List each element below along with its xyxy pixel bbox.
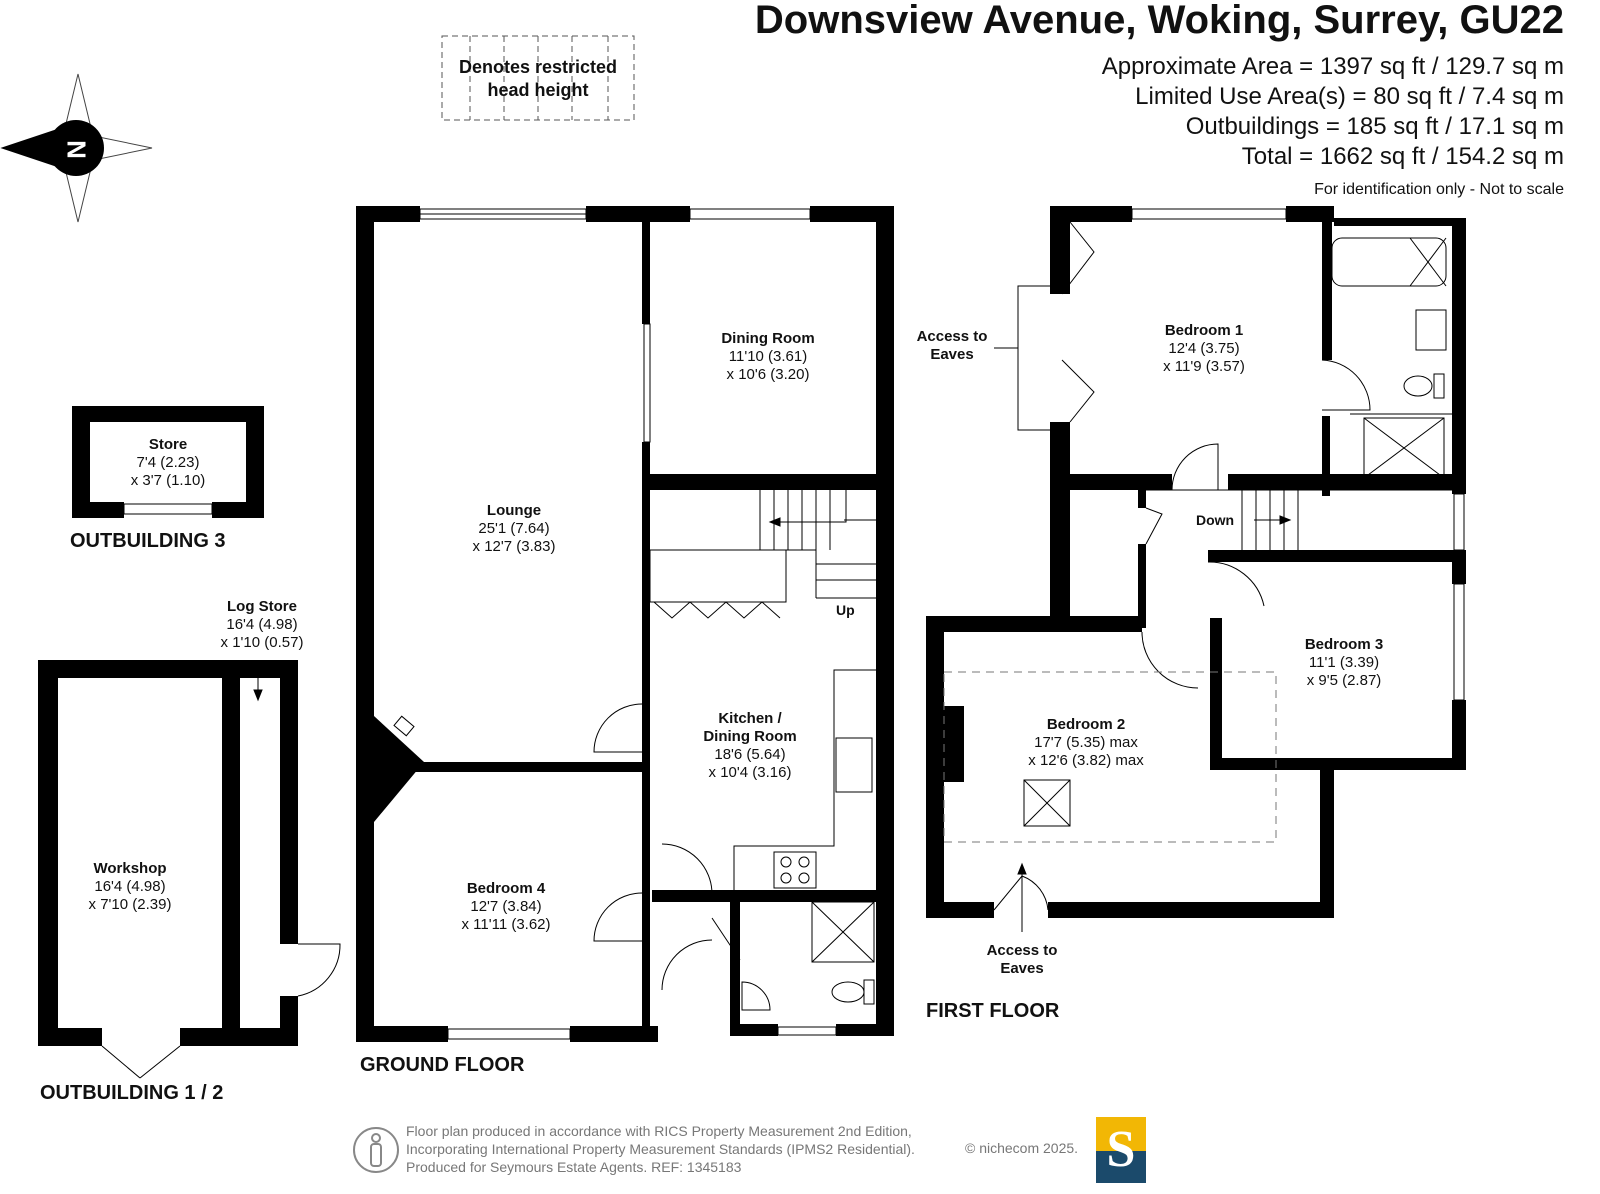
room-label-bedroom-2 bbox=[1028, 716, 1143, 770]
property-address: Downsview Avenue, Woking, Surrey, GU22 bbox=[754, 0, 1564, 42]
room-dimension: 12'7 (3.84) bbox=[470, 898, 542, 915]
access-to-eaves-label-upper bbox=[917, 328, 988, 364]
stairs-up-label: Up bbox=[836, 602, 855, 618]
room-dimension: x 10'6 (3.20) bbox=[726, 366, 810, 383]
room-name: Lounge bbox=[486, 502, 542, 519]
room-name: Log Store bbox=[226, 598, 297, 615]
room-dimension: x 7'10 (2.39) bbox=[88, 896, 172, 913]
room-label-bedroom-4 bbox=[461, 880, 550, 934]
room-name: Kitchen / bbox=[718, 710, 782, 727]
approximate-area: Approximate Area = 1397 sq ft / 129.7 sq m bbox=[1101, 53, 1564, 80]
logo-letter: S bbox=[1106, 1121, 1136, 1178]
restricted-height-note bbox=[442, 56, 634, 102]
nichecom-credit: © nichecom 2025. bbox=[965, 1140, 1079, 1156]
room-name: Bedroom 1 bbox=[1164, 322, 1244, 339]
room-dimension: 25'1 (7.64) bbox=[478, 520, 550, 537]
room-dimension: 11'1 (3.39) bbox=[1308, 654, 1380, 671]
room-dimension: 7'4 (2.23) bbox=[136, 454, 200, 471]
room-dimension: 17'7 (5.35) max bbox=[1034, 734, 1138, 751]
rics-person-icon bbox=[352, 1124, 400, 1176]
room-label-workshop bbox=[89, 860, 172, 914]
room-name: Bedroom 3 bbox=[1304, 636, 1384, 653]
room-dimension: x 1'10 (0.57) bbox=[220, 634, 304, 651]
room-dimension: 16'4 (4.98) bbox=[94, 878, 166, 895]
room-dimension: x 11'9 (3.57) bbox=[1163, 358, 1245, 375]
room-dimension: 16'4 (4.98) bbox=[226, 616, 298, 633]
compass-north-letter: N bbox=[61, 140, 92, 159]
eaves-text: Access to bbox=[986, 942, 1058, 959]
outbuilding-1-2-label: OUTBUILDING 1 / 2 bbox=[40, 1082, 224, 1104]
first-floor-label: FIRST FLOOR bbox=[926, 1000, 1060, 1022]
restricted-note-line1: Denotes restricted bbox=[458, 57, 618, 77]
total-area: Total = 1662 sq ft / 154.2 sq m bbox=[1241, 143, 1564, 170]
room-label-bedroom-1 bbox=[1163, 322, 1245, 376]
room-dimension: 11'10 (3.61) bbox=[728, 348, 808, 365]
room-name: Bedroom 2 bbox=[1046, 716, 1126, 733]
room-dimension: x 12'7 (3.83) bbox=[472, 538, 556, 555]
room-label-store bbox=[131, 436, 206, 490]
room-name: Workshop bbox=[93, 860, 167, 877]
restricted-note-line2: head height bbox=[487, 80, 589, 100]
ground-floor-label: GROUND FLOOR bbox=[360, 1054, 525, 1076]
room-label-dining-room bbox=[721, 330, 814, 384]
room-label-kitchen bbox=[703, 710, 796, 782]
room-name: Dining Room bbox=[703, 728, 797, 745]
footnote-line: Floor plan produced in accordance with RICS Property Measurement 2nd Edition, bbox=[406, 1123, 912, 1139]
eaves-text: Eaves bbox=[1000, 960, 1044, 977]
room-name: Store bbox=[148, 436, 188, 453]
limited-use-area: Limited Use Area(s) = 80 sq ft / 7.4 sq m bbox=[1135, 83, 1564, 110]
room-label-lounge bbox=[473, 502, 556, 556]
footnote-line: Incorporating International Property Measurement Standards (IPMS2 Residential). bbox=[406, 1141, 915, 1157]
room-dimension: x 9'5 (2.87) bbox=[1306, 672, 1382, 689]
room-dimension: x 11'11 (3.62) bbox=[461, 916, 551, 933]
room-label-log-store bbox=[221, 598, 304, 652]
room-dimension: 12'4 (3.75) bbox=[1168, 340, 1240, 357]
measurement-footnote bbox=[406, 1122, 915, 1176]
eaves-text: Access to bbox=[916, 328, 988, 345]
room-label-bedroom-3 bbox=[1305, 636, 1383, 690]
outbuildings-area: Outbuildings = 185 sq ft / 17.1 sq m bbox=[1185, 113, 1564, 140]
outbuilding-3-label: OUTBUILDING 3 bbox=[70, 530, 226, 552]
room-name: Bedroom 4 bbox=[466, 880, 546, 897]
room-name: Dining Room bbox=[721, 330, 815, 347]
seymours-logo bbox=[1096, 1117, 1146, 1183]
room-dimension: x 3'7 (1.10) bbox=[130, 472, 206, 489]
room-dimension: 18'6 (5.64) bbox=[714, 746, 786, 763]
footnote-line: Produced for Seymours Estate Agents. REF: 1345183 bbox=[406, 1159, 742, 1175]
identification-note: For identification only - Not to scale bbox=[1314, 181, 1564, 198]
room-dimension: x 12'6 (3.82) max bbox=[1028, 752, 1144, 769]
stairs-down-label: Down bbox=[1196, 512, 1235, 528]
room-dimension: x 10'4 (3.16) bbox=[708, 764, 792, 781]
access-to-eaves-label-lower bbox=[987, 942, 1058, 978]
eaves-text: Eaves bbox=[930, 346, 974, 363]
